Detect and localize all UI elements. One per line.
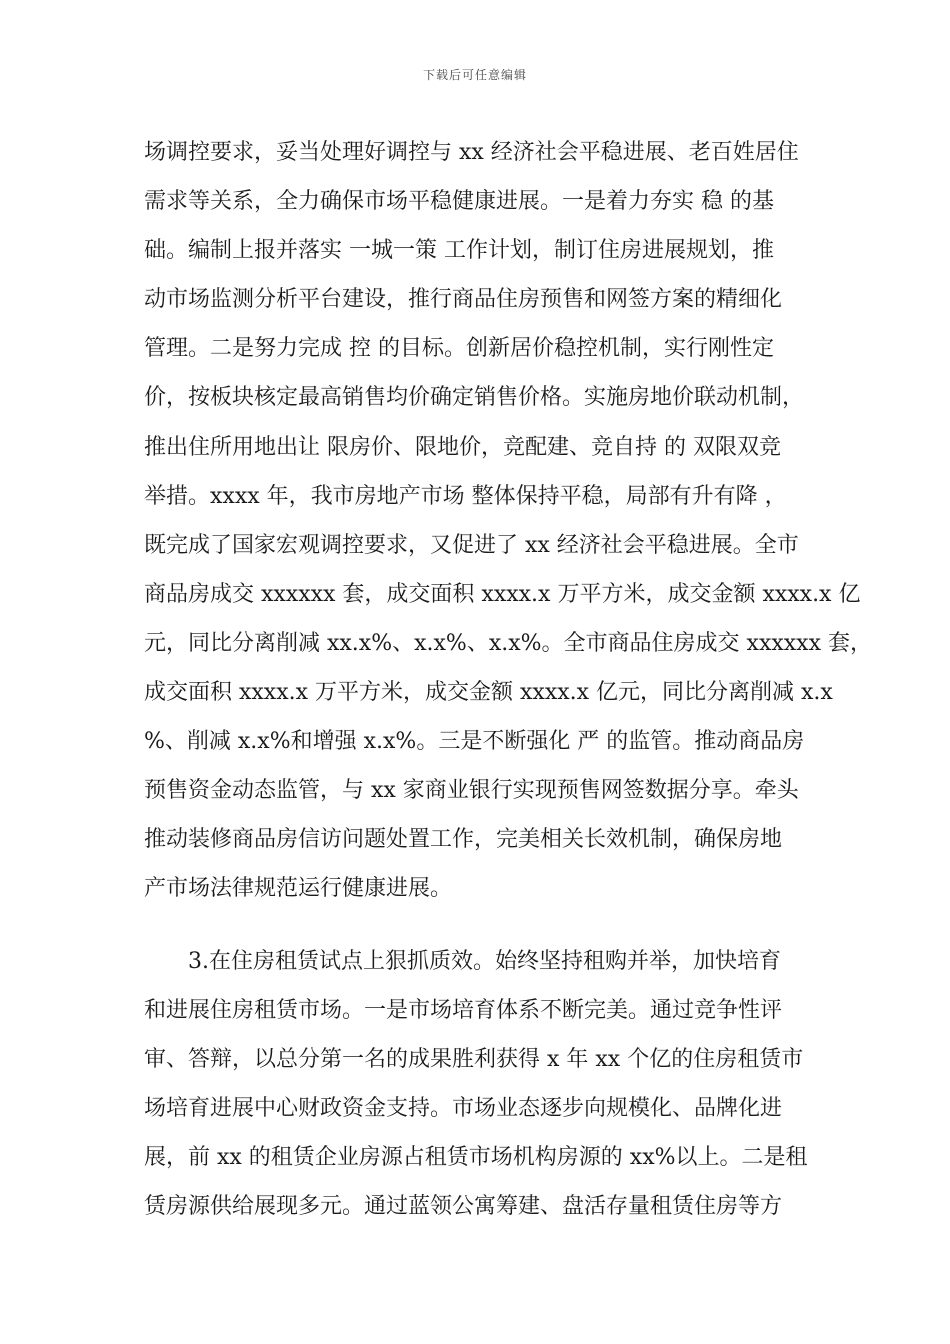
text-line: 产市场法律规范运行健康进展。 <box>144 876 453 902</box>
text-line: 础。编制上报并落实 一城一策 工作计划，制订住房进展规划，推 <box>144 238 774 264</box>
text-line: 成交面积 xxxx.x 万平方米，成交金额 xxxx.x 亿元，同比分离削减 x.x <box>144 680 833 706</box>
paragraph-rental-pilot <box>144 937 824 1232</box>
text-line: 管理。二是努力完成 控 的目标。创新居价稳控机制，实行刚性定 <box>144 336 774 362</box>
paragraph-spacing <box>144 914 824 937</box>
paragraph-market-regulation <box>144 128 872 914</box>
text-line: 场调控要求，妥当处理好调控与 xx 经济社会平稳进展、老百姓居住 <box>144 140 799 165</box>
text-line: 商品房成交 xxxxxx 套，成交面积 xxxx.x 万平方米，成交金额 xxxx.x 亿 <box>144 581 861 607</box>
text-line: 预售资金动态监管，与 xx 家商业银行实现预售网签数据分享。牵头 <box>144 778 799 804</box>
text-line: 需求等关系，全力确保市场平稳健康进展。一是着力夯实 稳 的基 <box>144 189 774 215</box>
text-line: %、削减 x.x%和增强 x.x%。三是不断强化 严 的监管。推动商品房 <box>144 729 805 755</box>
text-line: 推动装修商品房信访问题处置工作，完美相关长效机制，确保房地 <box>144 827 783 853</box>
text-line: 动市场监测分析平台建设，推行商品住房预售和网签方案的精细化 <box>144 287 783 313</box>
text-line: 既完成了国家宏观调控要求，又促进了 xx 经济社会平稳进展。全市 <box>144 532 799 558</box>
text-line: 场培育进展中心财政资金支持。市场业态逐步向规模化、品牌化进 <box>144 1095 783 1121</box>
text-line: 推出住所用地出让 限房价、限地价，竞配建、竞自持 的 双限双竞 <box>144 434 781 460</box>
page-header: 下载后可任意编辑 <box>422 68 527 82</box>
text-line: 展，前 xx 的租赁企业房源占租赁市场机构房源的 xx%以上。二是租 <box>144 1144 808 1170</box>
text-line: 赁房源供给展现多元。通过蓝领公寓筹建、盘活存量租赁住房等方 <box>144 1193 783 1219</box>
document-body <box>144 128 872 1231</box>
text-line: 审、答辩，以总分第一名的成果胜利获得 x 年 xx 个亿的住房租赁市 <box>144 1046 804 1072</box>
text-line: 举措。xxxx 年，我市房地产市场 整体保持平稳，局部有升有降 ， <box>144 483 787 509</box>
text-line: 元，同比分离削减 xx.x%、x.x%、x.x%。全市商品住房成交 xxxxxx 套， <box>144 630 872 656</box>
text-line: 和进展住房租赁市场。一是市场培育体系不断完美。通过竞争性评 <box>144 997 783 1023</box>
text-line: 3.在住房租赁试点上狠抓质效。始终坚持租购并举，加快培育 <box>188 948 781 974</box>
text-line: 价，按板块核定最高销售均价确定销售价格。实施房地价联动机制， <box>144 385 805 411</box>
